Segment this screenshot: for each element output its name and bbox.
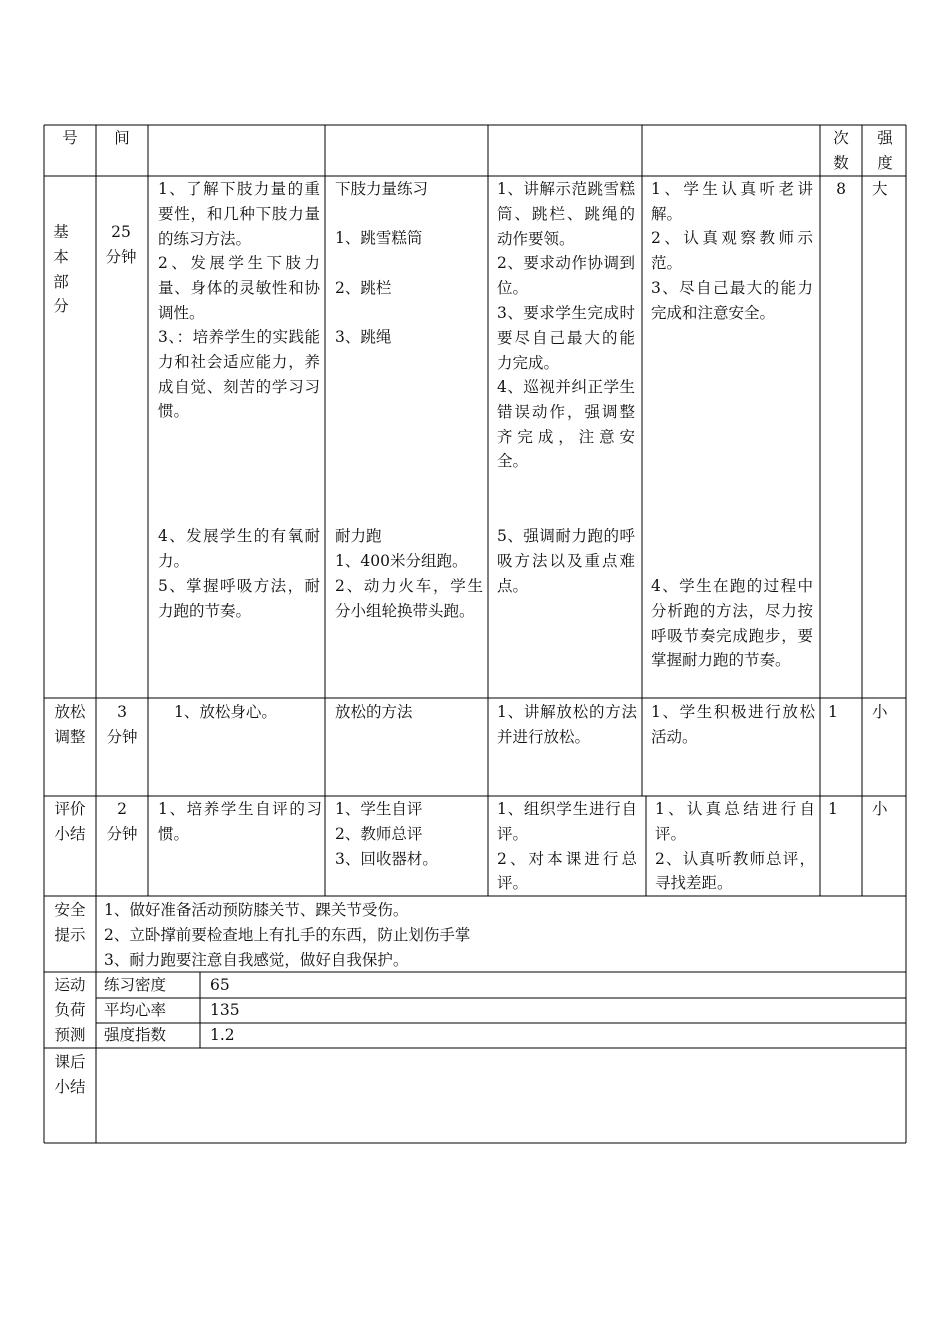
safety-tip-1: 1、做好准备活动预防膝关节、踝关节受伤。 bbox=[104, 901, 409, 919]
relax-intensity: 小 bbox=[872, 703, 888, 721]
basic-goals-5: 5、掌握呼吸方法，耐力跑的节奏。 bbox=[158, 577, 320, 620]
basic-content-2: 2、跳栏 bbox=[335, 279, 392, 297]
load-row-name: 强度指数 bbox=[104, 1026, 167, 1044]
safety-tip-3: 3、耐力跑要注意自我感觉，做好自我保护。 bbox=[104, 950, 409, 969]
basic-content-1: 1、跳雪糕筒 bbox=[335, 229, 423, 247]
safety-tip-2: 2、立卧撑前要检查地上有扎手的东西，防止划伤手掌 bbox=[104, 925, 471, 944]
summary-teacher-2: 2、对本课进行总评。 bbox=[497, 849, 637, 893]
load-label-line-3: 预测 bbox=[54, 1025, 86, 1044]
load-label bbox=[44, 973, 96, 1047]
summary-count: 1 bbox=[828, 800, 838, 818]
header-count: 次数 bbox=[833, 129, 849, 172]
summary-section-label bbox=[44, 797, 96, 847]
load-label-line-2: 负荷 bbox=[54, 1000, 86, 1019]
summary-student-1: 1、认真总结进行自评。 bbox=[655, 800, 815, 843]
safety-tips bbox=[104, 898, 884, 972]
relax-teacher: 1、讲解放松的方法并进行放松。 bbox=[497, 703, 637, 746]
relax-student: 1、学生积极进行放松活动。 bbox=[651, 703, 815, 746]
basic-teacher-1: 1、讲解示范跳雪糕筒、跳栏、跳绳的动作要领。 bbox=[497, 180, 635, 248]
summary-content bbox=[335, 797, 485, 871]
basic-time: 25分钟 bbox=[105, 223, 137, 266]
basic-student-3: 3、尽自己最大的能力完成和注意安全。 bbox=[651, 279, 813, 322]
summary-time-unit: 分钟 bbox=[106, 824, 138, 843]
after-class-summary-field[interactable] bbox=[100, 1050, 900, 1140]
basic-run-1: 1、400米分组跑。 bbox=[335, 552, 468, 570]
after-class-line-2: 小结 bbox=[54, 1077, 86, 1096]
load-row-value: 1.2 bbox=[210, 1026, 235, 1044]
basic-content-3: 3、跳绳 bbox=[335, 328, 392, 346]
basic-run-2: 2、动力火车，学生分小组轮换带头跑。 bbox=[335, 577, 483, 620]
basic-teacher-4: 4、巡视并纠正学生错误动作，强调整齐完成，注意安全。 bbox=[497, 378, 635, 471]
relax-content: 放松的方法 bbox=[335, 703, 413, 721]
summary-teacher-1: 1、组织学生进行自评。 bbox=[497, 800, 637, 843]
basic-student-2: 2、认真观察教师示范。 bbox=[651, 229, 813, 272]
summary-student bbox=[655, 797, 815, 896]
load-row-value: 65 bbox=[210, 976, 230, 994]
summary-intensity: 小 bbox=[872, 800, 888, 818]
summary-time-value: 2 bbox=[117, 800, 127, 818]
relax-time bbox=[96, 700, 148, 750]
relax-section-label bbox=[44, 700, 96, 750]
basic-goals-4: 4、发展学生的有氧耐力。 bbox=[158, 527, 320, 570]
summary-content-3: 3、回收器材。 bbox=[335, 849, 438, 868]
basic-run-title: 耐力跑 bbox=[335, 527, 382, 545]
summary-section-line-1: 评价 bbox=[54, 800, 86, 818]
basic-goals-2: 2、发展学生下肢力量、身体的灵敏性和协调性。 bbox=[158, 254, 320, 322]
summary-content-2: 2、教师总评 bbox=[335, 824, 423, 843]
summary-student-2: 2、认真听教师总评，寻找差距。 bbox=[655, 849, 815, 893]
relax-time-value: 3 bbox=[117, 703, 127, 721]
basic-content-title: 下肢力量练习 bbox=[335, 180, 429, 198]
safety-label-line-2: 提示 bbox=[54, 925, 86, 944]
summary-content-1: 1、学生自评 bbox=[335, 800, 423, 818]
basic-goals-1: 1、了解下肢力量的重要性，和几种下肢力量的练习方法。 bbox=[158, 180, 320, 248]
basic-teacher-5: 5、强调耐力跑的呼吸方法以及重点难点。 bbox=[497, 527, 635, 595]
basic-count: 8 bbox=[836, 180, 846, 198]
summary-section-line-2: 小结 bbox=[54, 824, 86, 843]
load-row-name: 平均心率 bbox=[104, 1001, 167, 1019]
relax-goals: 1、放松身心。 bbox=[174, 703, 277, 721]
summary-goals: 1、培养学生自评的习惯。 bbox=[158, 800, 322, 843]
after-class-line-1: 课后 bbox=[54, 1053, 86, 1071]
summary-time bbox=[96, 797, 148, 847]
relax-time-unit: 分钟 bbox=[106, 727, 138, 746]
basic-student-4: 4、学生在跑的过程中分析跑的方法，尽力按呼吸节奏完成跑步，要掌握耐力跑的节奏。 bbox=[651, 577, 813, 670]
header-intensity: 强度 bbox=[877, 129, 893, 172]
safety-label-line-1: 安全 bbox=[54, 901, 86, 919]
basic-teacher-2: 2、要求动作协调到位。 bbox=[497, 254, 635, 297]
summary-teacher bbox=[497, 797, 637, 896]
safety-label bbox=[44, 898, 96, 948]
load-label-line-1: 运动 bbox=[54, 976, 86, 994]
basic-section-label: 基本部分 bbox=[53, 223, 69, 316]
relax-count: 1 bbox=[828, 703, 838, 721]
basic-teacher-3: 3、要求学生完成时要尽自己最大的能力完成。 bbox=[497, 304, 635, 372]
relax-section-line-1: 放松 bbox=[54, 703, 86, 721]
load-row-name: 练习密度 bbox=[104, 976, 167, 994]
basic-intensity: 大 bbox=[872, 180, 888, 198]
relax-section-line-2: 调整 bbox=[54, 727, 86, 746]
header-number: 号 bbox=[62, 129, 78, 147]
after-class-label bbox=[44, 1050, 96, 1100]
header-time: 间 bbox=[114, 129, 130, 147]
basic-student-1: 1、学生认真听老讲解。 bbox=[651, 180, 813, 223]
basic-goals-3: 3、：培养学生的实践能力和社会适应能力，养成自觉、刻苦的学习习惯。 bbox=[158, 328, 320, 421]
load-row-value: 135 bbox=[210, 1001, 240, 1019]
